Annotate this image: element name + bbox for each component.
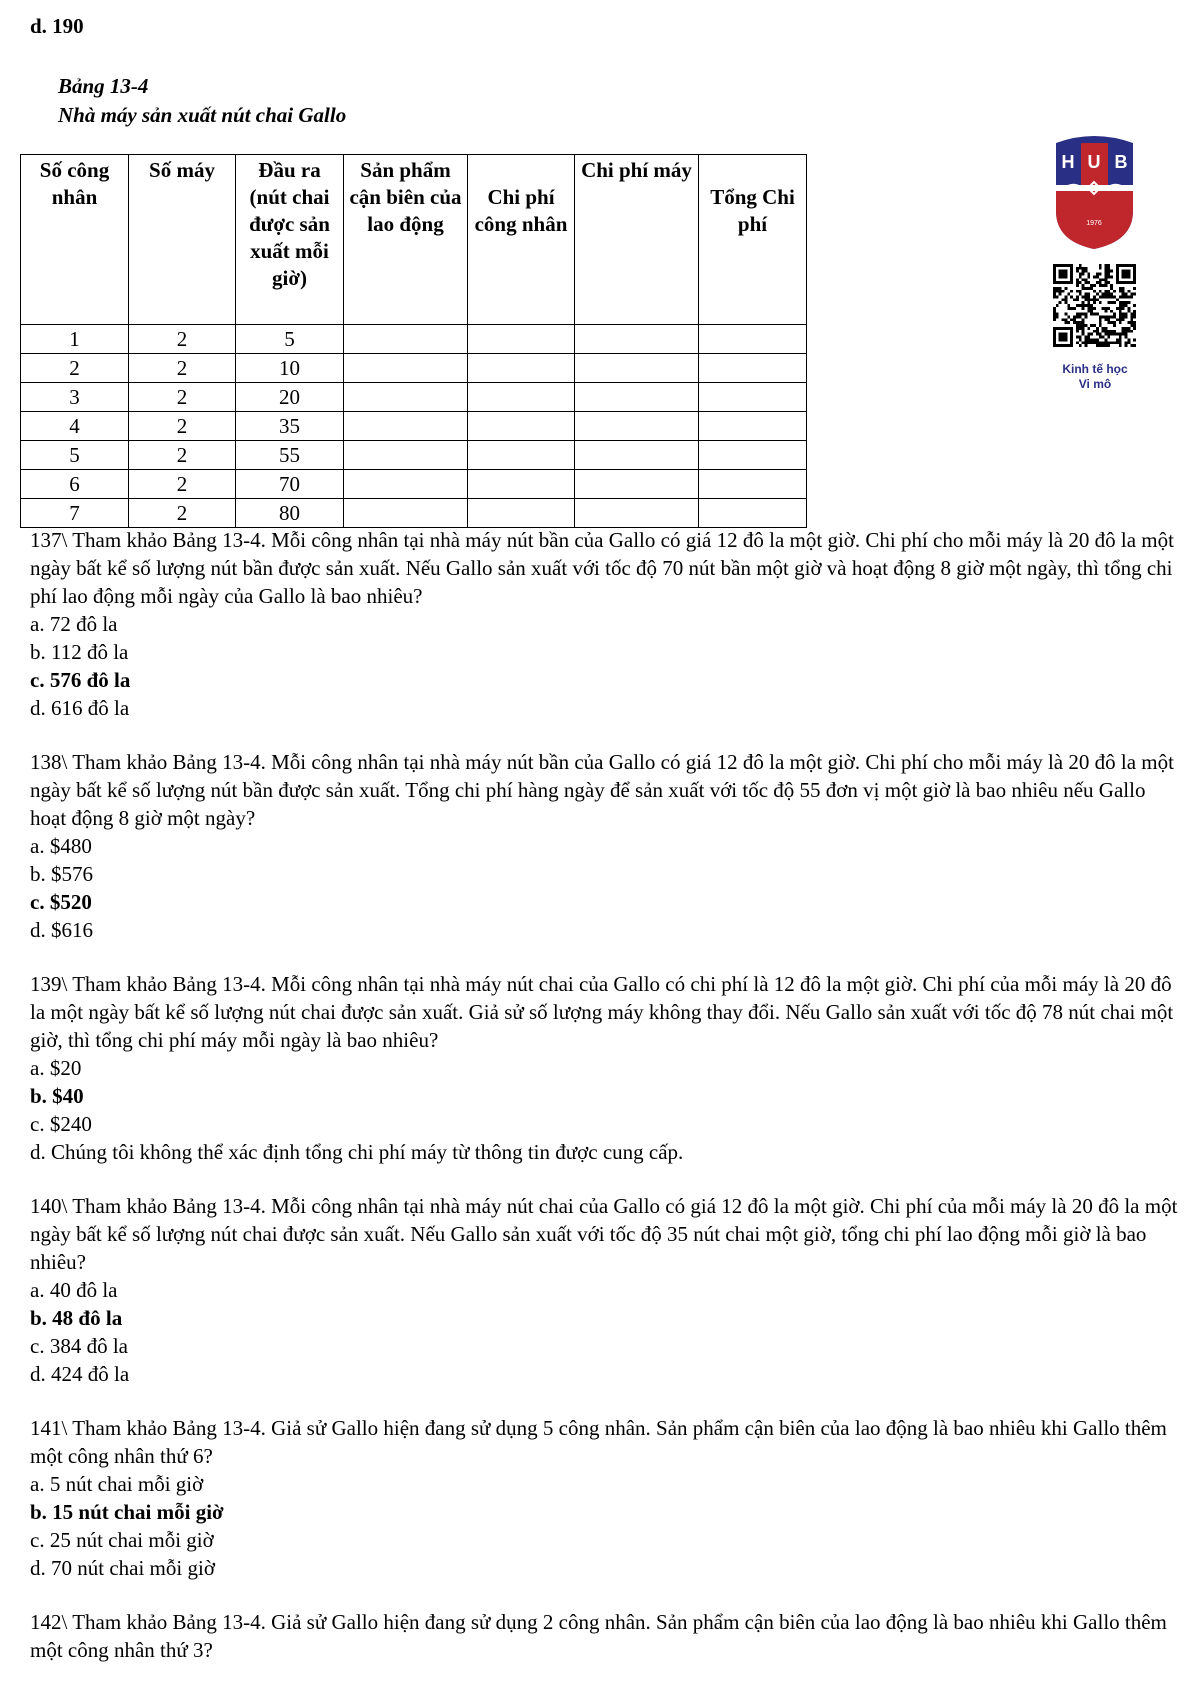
- table-cell: [468, 325, 575, 354]
- table-cell: [344, 383, 468, 412]
- table-cell: [575, 499, 699, 528]
- table-cell: [575, 354, 699, 383]
- header-worker-cost: Chi phí công nhân: [468, 155, 575, 325]
- table-cell: [344, 412, 468, 441]
- answer-option: c. 25 nút chai mỗi giờ: [30, 1528, 214, 1552]
- question-text: 142\ Tham khảo Bảng 13-4. Giả sử Gallo hiện đang sử dụng 2 công nhân. Sản phẩm cận biên của lao động là bao nhiêu khi Gallo thêm một công nhân thứ 3?: [30, 1610, 1167, 1662]
- answer-option: a. 5 nút chai mỗi giờ: [30, 1472, 204, 1496]
- table-cell: [699, 383, 807, 412]
- table-cell: [344, 499, 468, 528]
- table-row: [21, 412, 807, 441]
- table-cell: [468, 354, 575, 383]
- table-cell: 2: [129, 499, 236, 528]
- answer-option: b. $576: [30, 862, 93, 886]
- table-cell: [468, 383, 575, 412]
- table-cell: [344, 354, 468, 383]
- table-cell: [699, 412, 807, 441]
- table-cell: 2: [21, 354, 129, 383]
- question-block: [30, 1608, 1180, 1664]
- table-title: Nhà máy sản xuất nút chai Gallo: [58, 103, 347, 127]
- qr-code: [1053, 264, 1136, 347]
- table-cell: [468, 499, 575, 528]
- answer-option: c. 384 đô la: [30, 1334, 128, 1358]
- question-block: [30, 1414, 1180, 1582]
- table-cell: 20: [236, 383, 344, 412]
- table-cell: [575, 325, 699, 354]
- answer-option-correct: c. 576 đô la: [30, 668, 131, 692]
- table-cell: 35: [236, 412, 344, 441]
- logo-year: 1976: [1086, 220, 1102, 227]
- logo-letter-b: B: [1114, 152, 1128, 172]
- table-cell: 2: [129, 441, 236, 470]
- table-cell: [699, 441, 807, 470]
- table-number: Bảng 13-4: [58, 74, 149, 98]
- table-cell: 2: [129, 412, 236, 441]
- table-cell: 55: [236, 441, 344, 470]
- table-cell: 5: [21, 441, 129, 470]
- header-output: Đầu ra (nút chai được sản xuất mỗi giờ): [236, 155, 344, 325]
- logo-letter-u: U: [1087, 152, 1101, 172]
- table-cell: 5: [236, 325, 344, 354]
- answer-option-correct: b. 48 đô la: [30, 1306, 123, 1330]
- table-cell: [344, 441, 468, 470]
- answer-option: d. Chúng tôi không thể xác định tổng chi phí máy từ thông tin được cung cấp.: [30, 1140, 684, 1164]
- table-cell: 3: [21, 383, 129, 412]
- answer-option-correct: b. $40: [30, 1084, 84, 1108]
- question-text: 137\ Tham khảo Bảng 13-4. Mỗi công nhân tại nhà máy nút bần của Gallo có giá 12 đô la một giờ. Chi phí cho mỗi máy là 20 đô la một ngày bất kể số lượng nút bần được sản xuất. Nếu Gallo sản xuất với tốc độ 70 nút bần một giờ và hoạt động 8 giờ một ngày, thì tổng chi phí lao động mỗi ngày của Gallo là bao nhiêu?: [30, 528, 1174, 608]
- table-cell: [344, 470, 468, 499]
- table-caption: [58, 72, 346, 130]
- answer-option-correct: c. $520: [30, 890, 92, 914]
- table-cell: [468, 441, 575, 470]
- question-text: 138\ Tham khảo Bảng 13-4. Mỗi công nhân tại nhà máy nút bần của Gallo có giá 12 đô la một giờ. Chi phí cho mỗi máy là 20 đô la một ngày bất kể số lượng nút bần được sản xuất. Tổng chi phí hàng ngày để sản xuất với tốc độ 55 đơn vị một giờ là bao nhiêu nếu Gallo hoạt động 8 giờ một ngày?: [30, 750, 1174, 830]
- table-row: [21, 441, 807, 470]
- table-cell: [575, 412, 699, 441]
- answer-option: a. 40 đô la: [30, 1278, 118, 1302]
- logo-caption-course: Vi mô: [1078, 377, 1112, 391]
- table-cell: 80: [236, 499, 344, 528]
- table-cell: 10: [236, 354, 344, 383]
- table-cell: 2: [129, 325, 236, 354]
- question-block: [30, 748, 1180, 944]
- answer-option: c. $240: [30, 1112, 92, 1136]
- table-cell: [468, 412, 575, 441]
- table-row: [21, 470, 807, 499]
- table-cell: 4: [21, 412, 129, 441]
- header-total-cost: Tổng Chi phí: [699, 155, 807, 325]
- answer-option: d. 424 đô la: [30, 1362, 130, 1386]
- answer-option: a. $20: [30, 1056, 82, 1080]
- question-list: [30, 526, 1180, 1690]
- question-block: [30, 970, 1180, 1166]
- table-row: [21, 325, 807, 354]
- answer-option: a. $480: [30, 834, 92, 858]
- table-row: [21, 499, 807, 528]
- table-header-row: [21, 155, 807, 325]
- table-body: [21, 325, 807, 528]
- hub-logo: [1052, 133, 1137, 251]
- header-workers: Số công nhân: [21, 155, 129, 325]
- table-cell: [575, 441, 699, 470]
- table-cell: [344, 325, 468, 354]
- table-row: [21, 354, 807, 383]
- table-cell: [699, 325, 807, 354]
- answer-option: d. 70 nút chai mỗi giờ: [30, 1556, 215, 1580]
- answer-option-correct: b. 15 nút chai mỗi giờ: [30, 1500, 224, 1524]
- cost-table: [20, 154, 807, 528]
- table-cell: [468, 470, 575, 499]
- previous-answer: d. 190: [30, 14, 84, 38]
- question-block: [30, 526, 1180, 722]
- question-text: 141\ Tham khảo Bảng 13-4. Giả sử Gallo hiện đang sử dụng 5 công nhân. Sản phẩm cận biên của lao động là bao nhiêu khi Gallo thêm một công nhân thứ 6?: [30, 1416, 1167, 1468]
- answer-option: b. 112 đô la: [30, 640, 129, 664]
- table-cell: 2: [129, 470, 236, 499]
- table-cell: 7: [21, 499, 129, 528]
- question-text: 139\ Tham khảo Bảng 13-4. Mỗi công nhân tại nhà máy nút chai của Gallo có chi phí là 12 đô la một giờ. Chi phí của mỗi máy là 20 đô la một ngày bất kể số lượng nút chai được sản xuất. Giả sử số lượng máy không thay đổi. Nếu Gallo sản xuất với tốc độ 78 nút chai một giờ, thì tổng chi phí máy mỗi ngày là bao nhiêu?: [30, 972, 1174, 1052]
- question-block: [30, 1192, 1180, 1388]
- table-cell: [699, 354, 807, 383]
- table-cell: [699, 499, 807, 528]
- logo-caption-subject: Kinh tế học: [1062, 362, 1128, 376]
- table-cell: [575, 383, 699, 412]
- question-text: 140\ Tham khảo Bảng 13-4. Mỗi công nhân tại nhà máy nút chai của Gallo có giá 12 đô la một giờ. Chi phí của mỗi máy là 20 đô la một ngày bất kể số lượng nút chai được sản xuất. Nếu Gallo sản xuất với tốc độ 35 nút chai một giờ, tổng chi phí lao động mỗi giờ là bao nhiêu?: [30, 1194, 1178, 1274]
- header-machine-cost: Chi phí máy: [575, 155, 699, 325]
- table-cell: 2: [129, 383, 236, 412]
- answer-option: d. $616: [30, 918, 93, 942]
- answer-option: d. 616 đô la: [30, 696, 130, 720]
- table-cell: 6: [21, 470, 129, 499]
- table-cell: 1: [21, 325, 129, 354]
- table-cell: 70: [236, 470, 344, 499]
- table-cell: [699, 470, 807, 499]
- table-row: [21, 383, 807, 412]
- answer-option: a. 72 đô la: [30, 612, 118, 636]
- header-machines: Số máy: [129, 155, 236, 325]
- header-marginal-product: Sản phẩm cận biên của lao động: [344, 155, 468, 325]
- logo-letter-h: H: [1061, 152, 1075, 172]
- table-cell: [575, 470, 699, 499]
- table-cell: 2: [129, 354, 236, 383]
